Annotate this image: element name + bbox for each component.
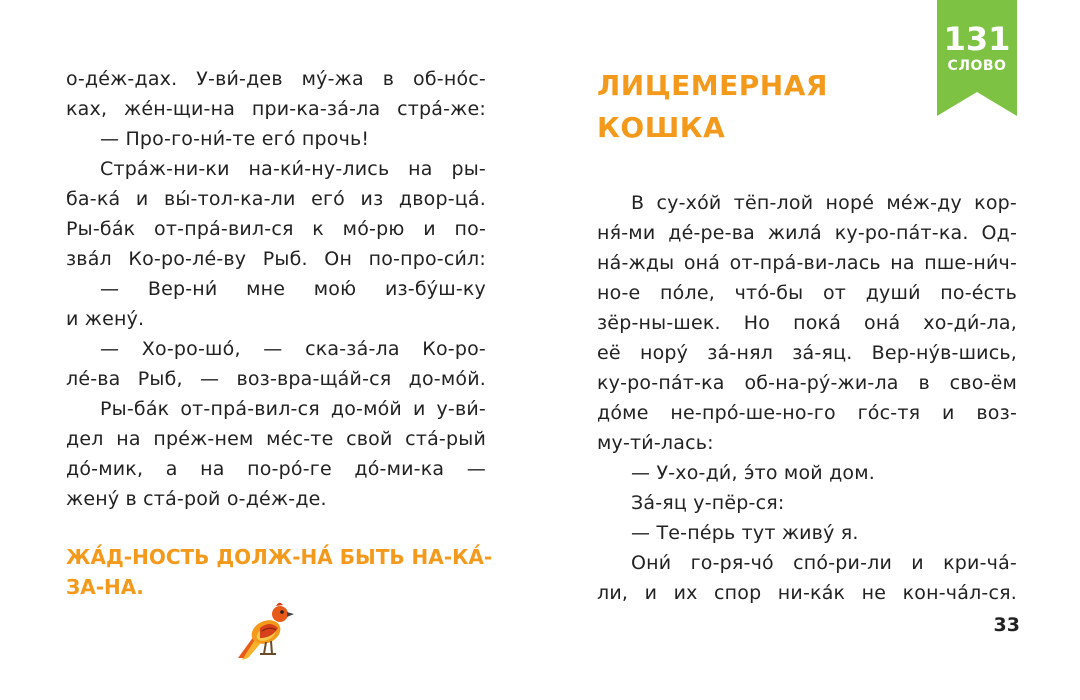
text-line: ку-ро-па́т-ка об-на-ру́-жи-ла в сво-ём	[597, 372, 1017, 394]
text-line: му-ти́-лась:	[597, 432, 714, 454]
word-count-bookmark	[937, 0, 1017, 116]
text-line: — Те-пе́рь тут живу́ я.	[631, 522, 859, 544]
text-line: — Про-го-ни́-те его́ прочь!	[100, 128, 370, 150]
word-count-number: 131	[943, 20, 1011, 58]
moral-heading: ЗА-НА.	[66, 575, 144, 599]
text-line: до́-мик, а на по-ро́-ге до́-ми-ка —	[66, 458, 486, 480]
text-line: Ры-ба́к от-пра́-вил-ся до-мо́й и у-ви́-	[100, 398, 486, 420]
story-title: КОШКА	[597, 111, 726, 144]
text-line: дел на пре́ж-нем ме́с-те свой ста́-рый	[66, 428, 486, 450]
text-line: В су-хо́й тёп-лой норе́ ме́ж-ду кор-	[631, 192, 1017, 214]
text-line: ках, же́н-щи-на при-ка-за́-ла стра́-же:	[66, 98, 486, 120]
text-line: о-де́ж-дах. У-ви́-дев му́-жа в об-но́с-	[66, 68, 486, 90]
text-line: на́-жды она́ от-пра́-ви-лась на пше-ни́ч-	[597, 252, 1017, 274]
text-line: Стра́ж-ни-ки на-ки́-ну-лись на ры-	[100, 158, 486, 180]
word-count-label: СЛОВО	[947, 58, 1007, 74]
page-number: 33	[993, 614, 1020, 636]
text-line: Они́ го-ря-чо́ спо́-ри-ли и кри-ча́-	[631, 552, 1017, 574]
text-line: жену́ в ста́-рой о-де́ж-де.	[66, 488, 327, 510]
story-title: ЛИЦЕМЕРНАЯ	[597, 69, 828, 102]
text-line: — Хо-ро-шо́, — ска-за́-ла Ко-ро-	[100, 338, 486, 360]
bird-icon	[236, 598, 296, 662]
text-line: ли, и их спор ни-ка́к не кон-ча́л-ся.	[597, 582, 1017, 604]
text-line: За́-яц у-пёр-ся:	[631, 492, 785, 514]
text-line: её нору́ за́-нял за́-яц. Вер-ну́в-шись,	[597, 342, 1017, 364]
text-line: до́ме не-про́-ше-но-го го́с-тя и воз-	[597, 402, 1017, 424]
text-line: зва́л Ко-ро-ле́-ву Рыб. Он по-про-си́л:	[66, 248, 486, 270]
moral-heading: ЖА́Д-НОСТЬ ДОЛЖ-НА́ БЫТЬ НА-КА́-	[66, 545, 493, 569]
text-line: — У-хо-ди́, э́то мой дом.	[631, 462, 876, 484]
text-line: — Вер-ни́ мне мою́ из-бу́ш-ку	[100, 278, 486, 300]
text-line: ба-ка́ и вы́-тол-ка-ли его́ из двор-ца́.	[66, 188, 486, 210]
text-line: Ры-ба́к от-пра́-вил-ся к мо́-рю и по-	[66, 218, 486, 240]
text-line: и жену́.	[66, 308, 145, 330]
text-line: ле́-ва Рыб, — воз-вра-ща́й-ся до-мо́й.	[66, 368, 486, 390]
text-line: ня́-ми де́-ре-ва жила́ ку-ро-па́т-ка. Од-	[597, 222, 1017, 244]
text-line: но-е по́ле, что́-бы от души́ по-е́сть	[597, 282, 1017, 304]
text-line: зёр-ны-шек. Но пока́ она́ хо-ди́-ла,	[597, 312, 1017, 334]
